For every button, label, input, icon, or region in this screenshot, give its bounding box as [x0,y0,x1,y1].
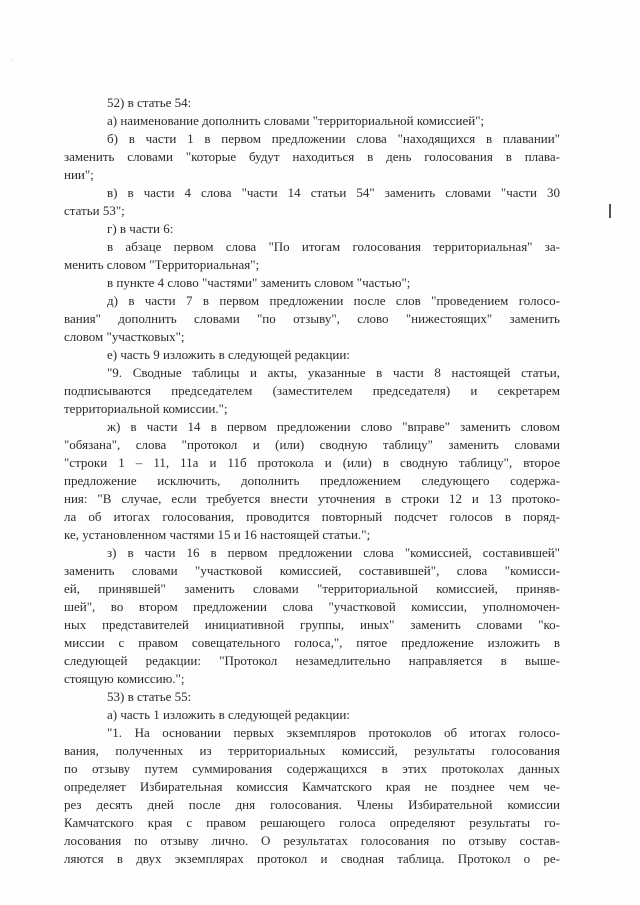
text-line: стоящую комиссию."; [64,671,185,686]
text-line: менить словом "Территориальная"; [64,257,260,272]
text-line: Камчатского края с правом решающего голоса определяют результаты го- [64,815,560,830]
text-line: а) часть 1 изложить в следующей редакции: [107,707,350,722]
text-line: заменить словами "которые будут находиться в день голосования в плава- [64,149,560,164]
text-line: "9. Сводные таблицы и акты, указанные в части 8 настоящей статьи, [107,365,560,380]
text-line: ж) в части 14 в первом предложении слово "вправе" заменить словом [107,419,560,434]
text-line: статьи 53"; [64,203,125,218]
text-line: ла об итогах голосования, проводится повторный подсчет голосов в поряд- [64,509,560,524]
text-line: вания, полученных из территориальных комиссий, результаты голосования [64,743,560,758]
text-line: ных представителей инициативной группы, иных" заменить словами "ко- [64,617,560,632]
text-line: ке, установленном частями 15 и 16 настоящей статьи."; [64,527,371,542]
text-line: рез десять дней после дня голосования. Члены Избирательной комиссии [64,797,560,812]
text-line: в абзаце первом слова "По итогам голосования территориальная" за- [107,239,560,254]
text-line: ния: "В случае, если требуется внести уточнения в строки 12 и 13 протоко- [64,491,560,506]
text-line: д) в части 7 в первом предложении после слов "проведением голосо- [107,293,560,308]
text-line: территориальной комиссии."; [64,401,228,416]
text-line: словом "участковых"; [64,329,185,344]
text-line: заменить словами "участковой комиссией, составившей", слова "комисси- [64,563,560,578]
text-line: вания" дополнить словами "по отзыву", слово "нижестоящих" заменить [64,311,560,326]
margin-mark [609,204,611,218]
text-line: подписываются председателем (заместителем председателя) и секретарем [64,383,560,398]
text-line: е) часть 9 изложить в следующей редакции: [107,347,350,362]
text-line: а) наименование дополнить словами "территориальной комиссией"; [107,113,485,128]
text-line: б) в части 1 в первом предложении слова "находящихся в плавании" [107,131,560,146]
text-line: з) в части 16 в первом предложении слова "комиссией, составившей" [107,545,560,560]
text-line: 52) в статье 54: [107,95,192,110]
text-line: "1. На основании первых экземпляров протоколов об итогах голосо- [107,725,560,740]
text-line: г) в части 6: [107,221,174,236]
scan-speck [12,60,13,61]
text-line: предложение исключить, дополнить предложением следующего содержа- [64,473,560,488]
text-line: 53) в статье 55: [107,689,192,704]
text-line: определяет Избирательная комиссия Камчатского края не позднее чем че- [64,779,560,794]
text-line: миссии с правом совещательного голоса,", пятое предложение изложить в [64,635,560,650]
text-line: в) в части 4 слова "части 14 статьи 54" заменить словами "части 30 [107,185,560,200]
text-line: лосования по отзыву лично. О результатах голосования по отзыву состав- [64,833,560,848]
text-line: "обязана", слова "протокол и (или) сводную таблицу" заменить словами [64,437,560,452]
text-line: "строки 1 – 11, 11а и 11б протокола и (или) в сводную таблицу", второе [64,455,560,470]
text-line: шей", во втором предложении слова "участковой комиссии, уполномочен- [64,599,560,614]
text-line: ей, принявшей" заменить словами "территориальной комиссией, приняв- [64,581,560,596]
text-line: в пункте 4 слово "частями" заменить словом "частью"; [107,275,411,290]
text-line: ляются в двух экземплярах протокол и сводная таблица. Протокол о ре- [64,851,560,866]
text-line: нии"; [64,167,94,182]
text-line: по отзыву путем суммирования содержащихся в этих протоколах данных [64,761,560,776]
text-line: следующей редакции: "Протокол незамедлительно направляется в выше- [64,653,560,668]
